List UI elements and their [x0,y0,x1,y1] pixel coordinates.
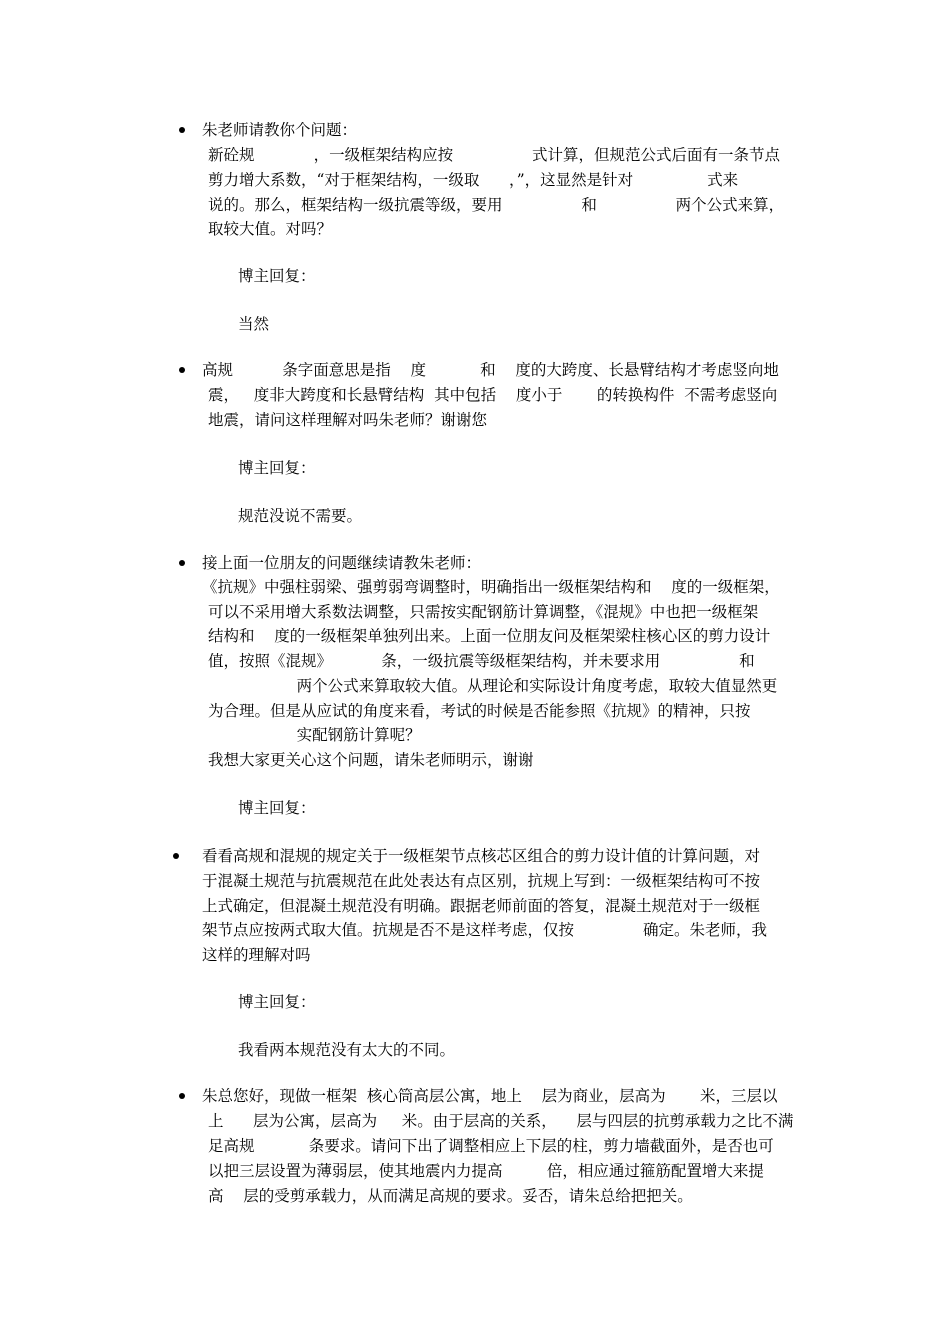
reply-label: 博主回复： [238,459,316,477]
question-line: 朱总您好，现做一框架 核心筒高层公寓，地上 层为商业，层高为 米，三层以 [202,1087,778,1105]
question-line: 接上面一位朋友的问题继续请教朱老师： [202,554,482,572]
reply-text: 我看两本规范没有太大的不同。 [238,1041,456,1059]
question-line: 震， 度非大跨度和长悬臂结构 其中包括 度小于 的转换构件 不需考虑竖向 [208,386,778,404]
question-line: 上 层为公寓，层高为 米。由于层高的关系， 层与四层的抗剪承载力之比不满 [208,1112,794,1130]
question-line: 为合理。但是从应试的角度来看，考试的时候是否能参照《抗规》的精神，只按 [208,702,751,720]
question-line: 地震，请问这样理解对吗朱老师？谢谢您 [208,411,488,429]
question-line: 说的。那么，框架结构一级抗震等级，要用 和 两个公式来算， [208,196,785,214]
question-line: 架节点应按两式取大值。抗规是否不是这样考虑，仅按 确定。朱老师，我 [202,921,767,939]
bullet-icon [179,367,185,373]
question-line: 结构和 度的一级框架单独列出来。上面一位朋友问及框架梁柱核心区的剪力设计 [208,627,771,645]
question-line: 两个公式来算取较大值。从理论和实际设计角度考虑，取较大值显然更 [208,677,778,695]
question-line: 看看高规和混规的规定关于一级框架节点核芯区组合的剪力设计值的计算问题，对 [202,847,761,865]
question-line: 这样的理解对吗 [202,946,311,964]
question-line: 我想大家更关心这个问题，请朱老师明示，谢谢 [208,751,534,769]
reply-text: 规范没说不需要。 [238,507,363,525]
question-line: 值，按照《混规》 条，一级抗震等级框架结构，并未要求用 和 [208,652,755,670]
bullet-icon [179,560,185,566]
question-line: 高 层的受剪承载力，从而满足高规的要求。妥否，请朱总给把把关。 [208,1187,693,1205]
question-line: 实配钢筋计算呢？ [208,726,421,744]
question-line: 高规 条字面意思是指 度 和 度的大跨度、长悬臂结构才考虑竖向地 [202,361,779,379]
question-line: 可以不采用增大系数法调整，只需按实配钢筋计算调整，《混规》中也把一级框架 [208,603,759,621]
question-line: 《抗规》中强柱弱梁、强剪弱弯调整时，明确指出一级框架结构和 度的一级框架， [202,578,780,596]
reply-text: 当然 [238,315,270,333]
bullet-icon [179,1093,185,1099]
question-line: 上式确定，但混凝土规范没有明确。跟据老师前面的答复，混凝土规范对于一级框 [202,897,761,915]
reply-label: 博主回复： [238,799,316,817]
question-line: 于混凝土规范与抗震规范在此处表达有点区别，抗规上写到：一级框架结构可不按 [202,872,761,890]
reply-label: 博主回复： [238,993,316,1011]
question-line: 朱老师请教你个问题： [202,121,358,139]
question-line: 剪力增大系数，“对于框架结构，一级取 ，”，这显然是针对 式来 [208,171,739,189]
question-line: 新砼规 ，一级框架结构应按 式计算，但规范公式后面有一条节点 [208,146,780,164]
bullet-icon [179,127,185,133]
bullet-icon [173,853,179,859]
question-line: 足高规 条要求。请问下出了调整相应上下层的柱，剪力墙截面外，是否也可 [208,1137,774,1155]
question-line: 取较大值。对吗？ [208,220,333,238]
reply-label: 博主回复： [238,267,316,285]
question-line: 以把三层设置为薄弱层，使其地震内力提高 倍，相应通过箍筋配置增大来提 [208,1162,764,1180]
